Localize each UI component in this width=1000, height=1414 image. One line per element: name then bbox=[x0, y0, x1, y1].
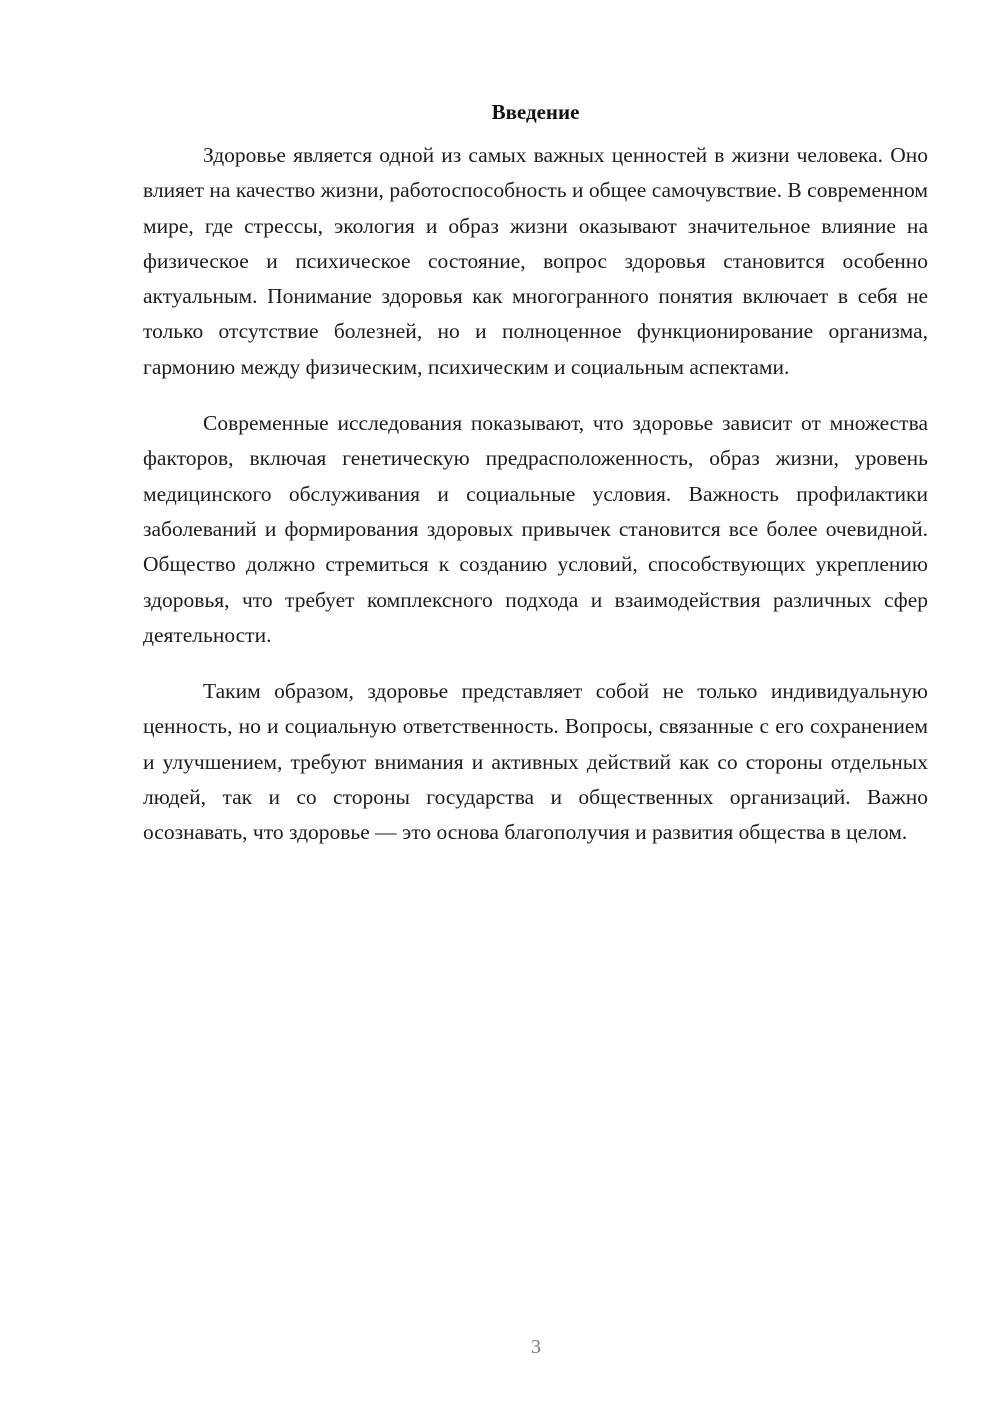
page-content bbox=[143, 96, 928, 872]
paragraph-3: Таким образом, здоровье представляет собой не только индивидуальную ценность, но и социальную ответственность. Вопросы, связанные с его сохранением и улучшением, требуют внимания и активных действий как со стороны отдельных людей, так и со стороны государства и общественных организаций. Важно осознавать, что здоровье — это основа благополучия и развития общества в целом. bbox=[143, 679, 928, 845]
page-number: 3 bbox=[531, 1336, 541, 1358]
paragraph-1: Здоровье является одной из самых важных ценностей в жизни человека. Оно влияет на качество жизни, работоспособность и общее самочувствие. В современном мире, где стрессы, экология и образ жизни оказывают значительное влияние на физическое и психическое состояние, вопрос здоровья становится особенно актуальным. Понимание здоровья как многогранного понятия включает в себя не только отсутствие болезней, но и полноценное функционирование организма, гармонию между физическим, психическим и социальным аспектами. bbox=[143, 143, 928, 379]
paragraph-2: Современные исследования показывают, что здоровье зависит от множества факторов, включая генетическую предрасположенность, образ жизни, уровень медицинского обслуживания и социальные условия. Важность профилактики заболеваний и формирования здоровых привычек становится все более очевидной. Общество должно стремиться к созданию условий, способствующих укреплению здоровья, что требует комплексного подхода и взаимодействия различных сфер деятельности. bbox=[143, 411, 928, 647]
section-heading: Введение bbox=[491, 100, 580, 124]
